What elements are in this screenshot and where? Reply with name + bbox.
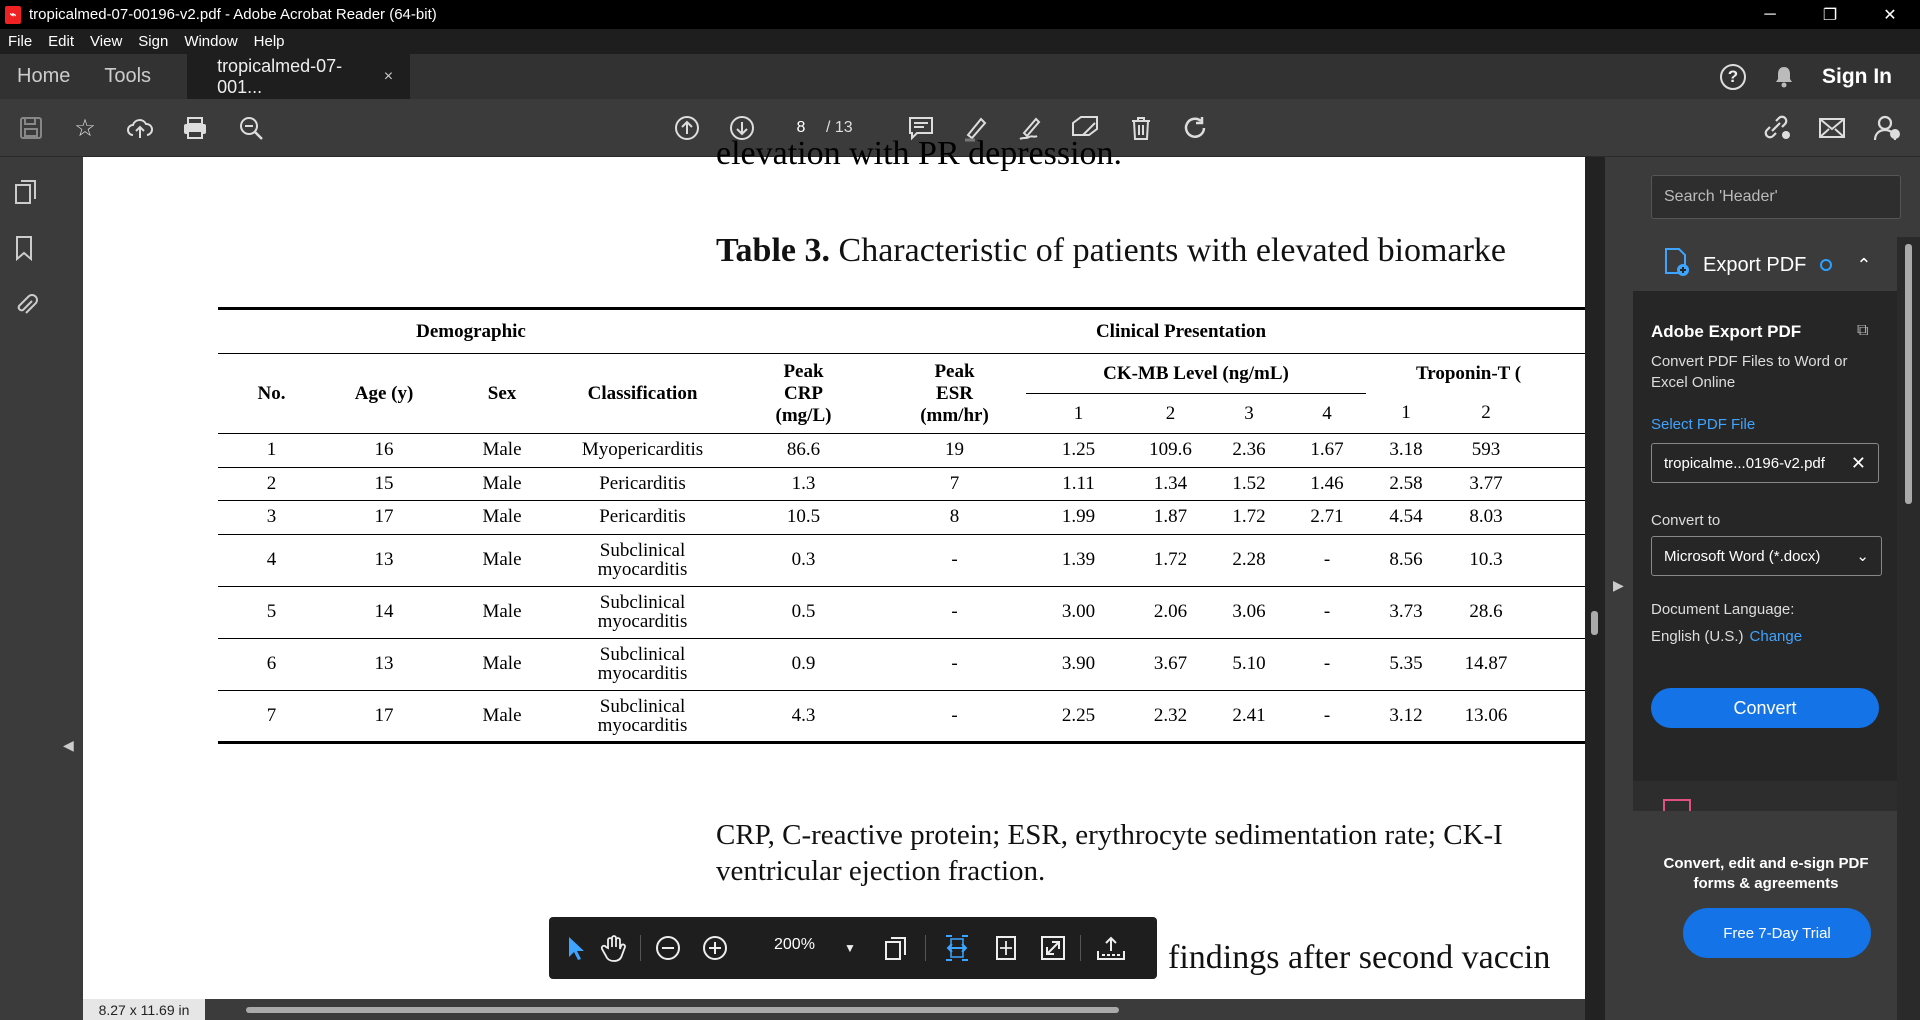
cell-cls: Subclinical myocarditis: [597, 644, 688, 684]
expand-right-icon[interactable]: ▶: [1613, 577, 1624, 593]
trop-sub-1: 1: [1401, 402, 1411, 424]
cell-ck3: 5.10: [1232, 653, 1266, 674]
doc-language-label: Document Language:: [1651, 601, 1795, 618]
cell-t1: 3.12: [1389, 704, 1423, 726]
col-peak-esr: [883, 354, 1026, 434]
table-caption: [716, 232, 1506, 270]
cell-sex: Male: [482, 601, 522, 622]
adobe-export-desc: Convert PDF Files to Word or Excel Online: [1651, 353, 1848, 391]
right-tools-panel: [1633, 157, 1920, 1020]
convert-to-label: Convert to: [1651, 512, 1721, 529]
cell-esr: -: [951, 653, 958, 674]
cell-t1: 2.58: [1389, 472, 1423, 494]
vertical-scrollbar[interactable]: [1585, 157, 1605, 1020]
cell-crp: 0.5: [791, 601, 816, 622]
cell-cls: Myopericarditis: [581, 439, 704, 461]
section-heading-partial: findings after second vaccin: [1168, 939, 1551, 976]
menu-bar: [0, 29, 1920, 54]
separator: [925, 935, 926, 961]
cell-age: 13: [374, 653, 394, 674]
menu-view[interactable]: View: [90, 33, 123, 50]
cell-ck4: 2.71: [1310, 506, 1344, 528]
page-display-icon[interactable]: [881, 933, 911, 963]
group-demographic: Demographic: [416, 320, 526, 342]
cell-ck4: -: [1323, 549, 1331, 570]
col-ckmb: CK-MB Level (ng/mL): [1026, 354, 1366, 394]
cell-t2: 13.06: [1464, 704, 1508, 726]
col-no: No.: [257, 382, 286, 404]
cell-no: 4: [266, 549, 277, 570]
tab-bar: [0, 54, 1920, 99]
col-peak-crp: [724, 354, 883, 434]
cell-ck4: 1.46: [1310, 472, 1344, 494]
edit-pdf-tool-peek[interactable]: [1633, 781, 1897, 811]
cell-esr: -: [951, 601, 958, 622]
ckmb-sub-3: 3: [1244, 402, 1254, 424]
panel-scrollbar[interactable]: [1897, 237, 1920, 1020]
scroll-thumb[interactable]: [1591, 611, 1598, 635]
clear-file-icon[interactable]: ✕: [1850, 452, 1866, 473]
cell-ck2: 1.72: [1153, 549, 1188, 570]
share-upload-icon[interactable]: [1096, 933, 1126, 963]
patient-table: [218, 307, 1638, 744]
cell-ck2: 1.34: [1153, 472, 1188, 494]
menu-edit[interactable]: Edit: [48, 33, 75, 50]
table-row: [218, 638, 1638, 690]
ckmb-sub-4: 4: [1322, 402, 1332, 424]
cell-sex: Male: [482, 439, 522, 461]
cell-sex: Male: [482, 472, 522, 494]
col-peak-esr-label: Peak ESR (mm/hr): [920, 360, 989, 426]
cell-ck3: 3.06: [1232, 601, 1266, 622]
zoom-in-icon[interactable]: [700, 933, 730, 963]
left-rail: [0, 157, 83, 1020]
menu-window[interactable]: Window: [184, 33, 238, 50]
cell-t1: 5.35: [1389, 653, 1423, 674]
cell-ck4: 1.67: [1310, 439, 1344, 461]
trop-sub-2: 2: [1481, 402, 1491, 424]
cell-t2: 3.77: [1469, 472, 1503, 494]
attachment-icon[interactable]: [14, 291, 38, 317]
adobe-export-title: Adobe Export PDF: [1651, 322, 1802, 341]
status-dot-icon: [1820, 259, 1832, 271]
cell-cls: Subclinical myocarditis: [597, 540, 688, 580]
acrobat-icon: ⌁: [5, 6, 21, 24]
cell-ck2: 1.87: [1153, 506, 1188, 528]
convert-format-value: Microsoft Word (*.docx): [1664, 547, 1821, 565]
cell-ck1: 1.99: [1061, 506, 1096, 528]
cell-t1: 4.54: [1389, 506, 1423, 528]
chevron-down-icon: ⌄: [1856, 548, 1869, 565]
cell-esr: 7: [949, 472, 960, 494]
cell-cls: Subclinical myocarditis: [597, 592, 688, 632]
table-row: [218, 467, 1638, 501]
select-cursor-icon[interactable]: [561, 933, 591, 963]
col-classification: Classification: [587, 382, 698, 404]
bell-icon[interactable]: [1774, 66, 1794, 88]
promo-text: Convert, edit and e-sign PDF forms & agreements: [1663, 855, 1869, 892]
cell-no: 3: [266, 506, 277, 528]
cell-no: 6: [266, 653, 277, 674]
menu-sign[interactable]: Sign: [138, 33, 169, 50]
cell-esr: -: [951, 549, 958, 570]
cell-ck4: -: [1323, 653, 1331, 674]
cell-ck1: 3.00: [1061, 601, 1096, 622]
tab-close-icon[interactable]: ×: [383, 67, 394, 85]
cell-ck1: 1.11: [1062, 472, 1095, 494]
ckmb-sub-1: 1: [1073, 402, 1084, 424]
col-age: Age (y): [354, 382, 414, 404]
selected-file-name: tropicalme...0196-v2.pdf: [1664, 454, 1825, 472]
horizontal-scrollbar[interactable]: [83, 999, 1585, 1020]
help-icon[interactable]: ?: [1720, 64, 1746, 90]
separator: [640, 935, 641, 961]
share-user-icon[interactable]: [1872, 113, 1902, 143]
cell-ck2: 109.6: [1149, 439, 1192, 461]
cell-t1: 8.56: [1389, 549, 1423, 570]
export-pdf-title: Export PDF: [1703, 253, 1807, 276]
restore-button[interactable]: ❐: [1822, 6, 1838, 24]
cell-no: 5: [266, 601, 277, 622]
cell-t2: 28.6: [1469, 601, 1503, 622]
table-row: [218, 586, 1638, 638]
tab-document-label: tropicalmed-07-001...: [217, 55, 343, 97]
cell-crp: 4.3: [791, 704, 816, 726]
table-row: [218, 534, 1638, 586]
cell-age: 17: [374, 506, 394, 528]
cell-crp: 86.6: [786, 439, 821, 461]
cell-t2: 593: [1471, 439, 1501, 461]
delete-icon[interactable]: [1126, 113, 1156, 143]
cell-ck4: -: [1323, 601, 1331, 622]
cell-age: 17: [374, 704, 394, 726]
hand-tool-icon[interactable]: [599, 933, 629, 963]
group-clinical: Clinical Presentation: [1095, 320, 1267, 342]
prev-page-icon[interactable]: [672, 113, 702, 143]
export-pdf-header[interactable]: [1633, 239, 1897, 291]
cell-t2: 14.87: [1464, 653, 1508, 674]
cell-t2: 10.3: [1469, 549, 1503, 570]
cell-esr: 8: [949, 506, 960, 528]
cell-age: 14: [374, 601, 394, 622]
title-bar: [0, 0, 1920, 29]
cell-sex: Male: [482, 549, 522, 570]
selected-file-field[interactable]: [1651, 443, 1879, 483]
search-tools-input[interactable]: Search 'Header': [1651, 175, 1901, 219]
fit-page-icon[interactable]: [991, 933, 1021, 963]
cell-t1: 3.18: [1389, 439, 1423, 461]
fit-width-icon[interactable]: [942, 933, 972, 963]
full-screen-icon[interactable]: [1038, 933, 1068, 963]
menu-help[interactable]: Help: [253, 33, 285, 50]
promo-section: [1633, 811, 1897, 1020]
cell-crp: 10.5: [786, 506, 821, 528]
export-pdf-body: [1633, 291, 1897, 781]
tab-home[interactable]: Home: [17, 65, 71, 87]
footnote-line-2: ventricular ejection fraction.: [716, 855, 1046, 887]
export-pdf-icon: [1663, 247, 1691, 284]
copy-icon[interactable]: ⧉: [1857, 322, 1869, 339]
cell-no: 2: [266, 472, 277, 494]
cell-ck3: 1.72: [1232, 506, 1266, 528]
table-row: [218, 434, 1638, 468]
star-icon[interactable]: ☆: [74, 114, 96, 142]
table-caption-text: Characteristic of patients with elevated biomarke: [830, 232, 1506, 269]
hscroll-thumb[interactable]: [246, 1007, 1119, 1013]
page-thumbnails-icon[interactable]: [14, 179, 38, 205]
page-total: / 13: [826, 119, 853, 136]
cell-cls: Subclinical myocarditis: [597, 695, 688, 736]
cell-no: 1: [266, 439, 277, 461]
share-link-icon[interactable]: [1762, 113, 1792, 143]
cell-ck3: 2.28: [1232, 549, 1266, 570]
cell-cls: Pericarditis: [599, 506, 686, 528]
table-footnote: [716, 817, 1503, 889]
menu-file[interactable]: File: [8, 33, 33, 50]
floating-toolbar: [549, 917, 1157, 979]
cell-ck3: 2.36: [1232, 439, 1266, 461]
cell-age: 16: [374, 439, 394, 461]
doc-language-value: English (U.S.): [1651, 628, 1744, 645]
cell-ck1: 1.39: [1061, 549, 1096, 570]
zoom-dropdown-icon[interactable]: ▼: [844, 941, 856, 955]
cell-sex: Male: [482, 653, 522, 674]
edit-pdf-icon: [1663, 799, 1691, 811]
select-pdf-file-link[interactable]: Select PDF File: [1651, 416, 1756, 433]
col-troponin: Troponin-T (: [1416, 362, 1522, 384]
minimize-button[interactable]: ─: [1764, 5, 1776, 23]
tab-document[interactable]: [187, 54, 410, 99]
col-peak-crp-label: Peak CRP (mg/L): [775, 360, 832, 426]
cell-esr: -: [951, 704, 958, 726]
table-body: [218, 434, 1638, 743]
cell-ck1: 3.90: [1061, 653, 1096, 674]
cell-ck2: 3.67: [1153, 653, 1188, 674]
email-icon[interactable]: [1817, 113, 1847, 143]
cut-off-line: elevation with PR depression.: [716, 135, 1123, 172]
print-icon[interactable]: [180, 113, 210, 143]
page-size-label: 8.27 x 11.69 in: [83, 999, 205, 1020]
cell-ck1: 2.25: [1061, 704, 1096, 726]
upload-cloud-icon[interactable]: [125, 113, 155, 143]
cell-age: 15: [374, 472, 394, 494]
bookmark-icon[interactable]: [14, 235, 38, 261]
col-sex: Sex: [487, 382, 517, 404]
convert-button[interactable]: Convert: [1651, 688, 1879, 728]
table-row: [218, 690, 1638, 742]
free-trial-button[interactable]: Free 7-Day Trial: [1683, 908, 1871, 958]
collapse-left-icon[interactable]: ◀: [63, 737, 74, 753]
rotate-icon[interactable]: [1180, 113, 1210, 143]
cell-ck2: 2.32: [1153, 704, 1188, 726]
document-language: [1651, 596, 1802, 650]
cell-t2: 8.03: [1469, 506, 1503, 528]
cell-ck3: 1.52: [1232, 472, 1266, 494]
close-window-button[interactable]: ✕: [1883, 6, 1897, 24]
separator: [1080, 935, 1081, 961]
cell-age: 13: [374, 549, 394, 570]
panel-toggle-gutter: [1605, 157, 1633, 1020]
cell-crp: 1.3: [791, 472, 816, 494]
convert-format-select[interactable]: [1651, 536, 1882, 576]
sign-in-button[interactable]: Sign In: [1822, 64, 1892, 88]
ckmb-sub-2: 2: [1165, 402, 1176, 424]
page-number-input[interactable]: 8: [778, 114, 824, 142]
cell-ck1: 1.25: [1061, 439, 1096, 461]
zoom-search-icon[interactable]: [236, 113, 266, 143]
footnote-line-1: CRP, C-reactive protein; ESR, erythrocyte sedimentation rate; CK-I: [716, 819, 1503, 851]
save-icon[interactable]: [16, 113, 46, 143]
cell-crp: 0.9: [791, 653, 816, 674]
cell-esr: 19: [945, 439, 964, 461]
cell-ck2: 2.06: [1153, 601, 1188, 622]
cell-ck4: -: [1323, 704, 1331, 726]
cell-ck3: 2.41: [1232, 704, 1266, 726]
cell-crp: 0.3: [791, 549, 816, 570]
cell-cls: Pericarditis: [599, 472, 686, 494]
table-row: [218, 501, 1638, 535]
zoom-level[interactable]: 200%: [774, 936, 815, 953]
tab-tools[interactable]: Tools: [104, 65, 152, 87]
change-language-link[interactable]: Change: [1749, 628, 1803, 645]
zoom-out-icon[interactable]: [653, 933, 683, 963]
cell-t1: 3.73: [1389, 601, 1423, 622]
cell-sex: Male: [482, 506, 522, 528]
panel-scroll-thumb[interactable]: [1905, 244, 1912, 504]
cell-sex: Male: [482, 704, 522, 726]
window-title: tropicalmed-07-00196-v2.pdf - Adobe Acrobat Reader (64-bit): [29, 6, 437, 23]
collapse-chevron-icon[interactable]: ⌃: [1856, 254, 1872, 275]
table-caption-label: Table 3.: [716, 232, 831, 269]
cell-no: 7: [266, 704, 277, 726]
document-viewport[interactable]: [83, 135, 1585, 999]
